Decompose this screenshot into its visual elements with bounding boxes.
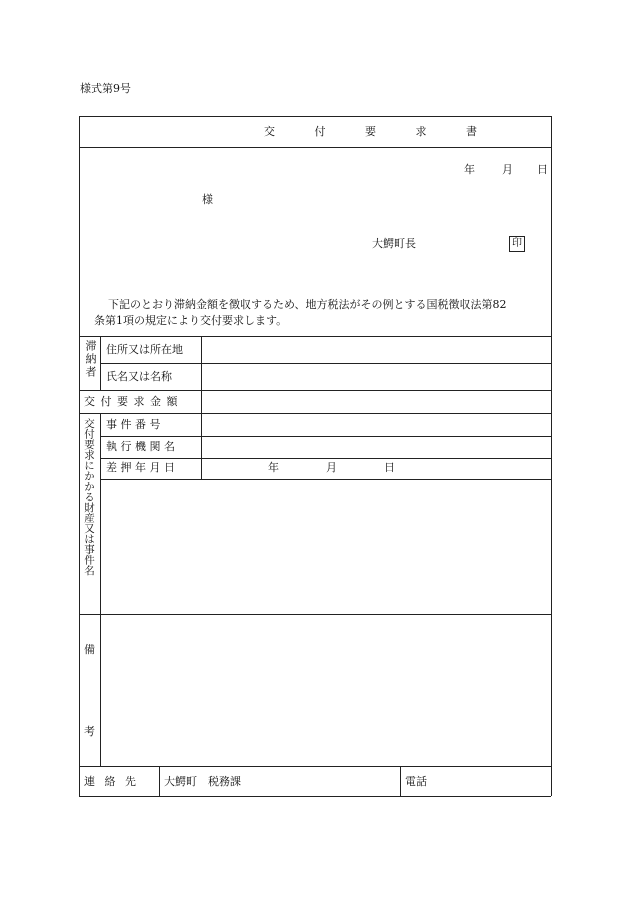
form-number: 様式第9号 xyxy=(80,82,131,95)
addressee-suffix: 様 xyxy=(202,193,213,206)
property-side-label: 交付要求にかかる財産又は事件名 xyxy=(83,418,95,576)
agency-label: 執 行 機 関 名 xyxy=(106,440,175,453)
seizure-month-label: 月 xyxy=(326,461,337,474)
seizure-year-label: 年 xyxy=(268,461,279,474)
body-text-line2: 条第1項の規定により交付要求します。 xyxy=(94,314,288,327)
address-label: 住所又は所在地 xyxy=(106,343,183,356)
issuer-name: 大鰐町長 xyxy=(372,237,416,250)
seal-mark: 印 xyxy=(509,236,525,252)
contact-office: 大鰐町 税務課 xyxy=(164,775,241,788)
date-year-label: 年 xyxy=(464,163,475,176)
seizure-date-label: 差 押 年 月 日 xyxy=(106,461,175,474)
seizure-day-label: 日 xyxy=(384,461,395,474)
date-day-label: 日 xyxy=(537,163,548,176)
case-number-label: 事 件 番 号 xyxy=(106,418,161,431)
contact-label: 連 絡 先 xyxy=(84,775,139,788)
name-label: 氏名又は名称 xyxy=(106,370,172,383)
document-title: 交 付 要 求 書 xyxy=(264,125,495,138)
remarks-char-bottom: 考 xyxy=(84,725,95,738)
demand-amount-label: 交 付 要 求 金 額 xyxy=(84,395,179,408)
taxpayer-side-label: 滞納者 xyxy=(84,340,97,379)
phone-label: 電話 xyxy=(405,775,427,788)
body-text-line1: 下記のとおり滞納金額を徴収するため、地方税法がその例とする国税徴収法第82 xyxy=(108,298,507,311)
date-month-label: 月 xyxy=(502,163,513,176)
remarks-char-top: 備 xyxy=(84,643,95,656)
